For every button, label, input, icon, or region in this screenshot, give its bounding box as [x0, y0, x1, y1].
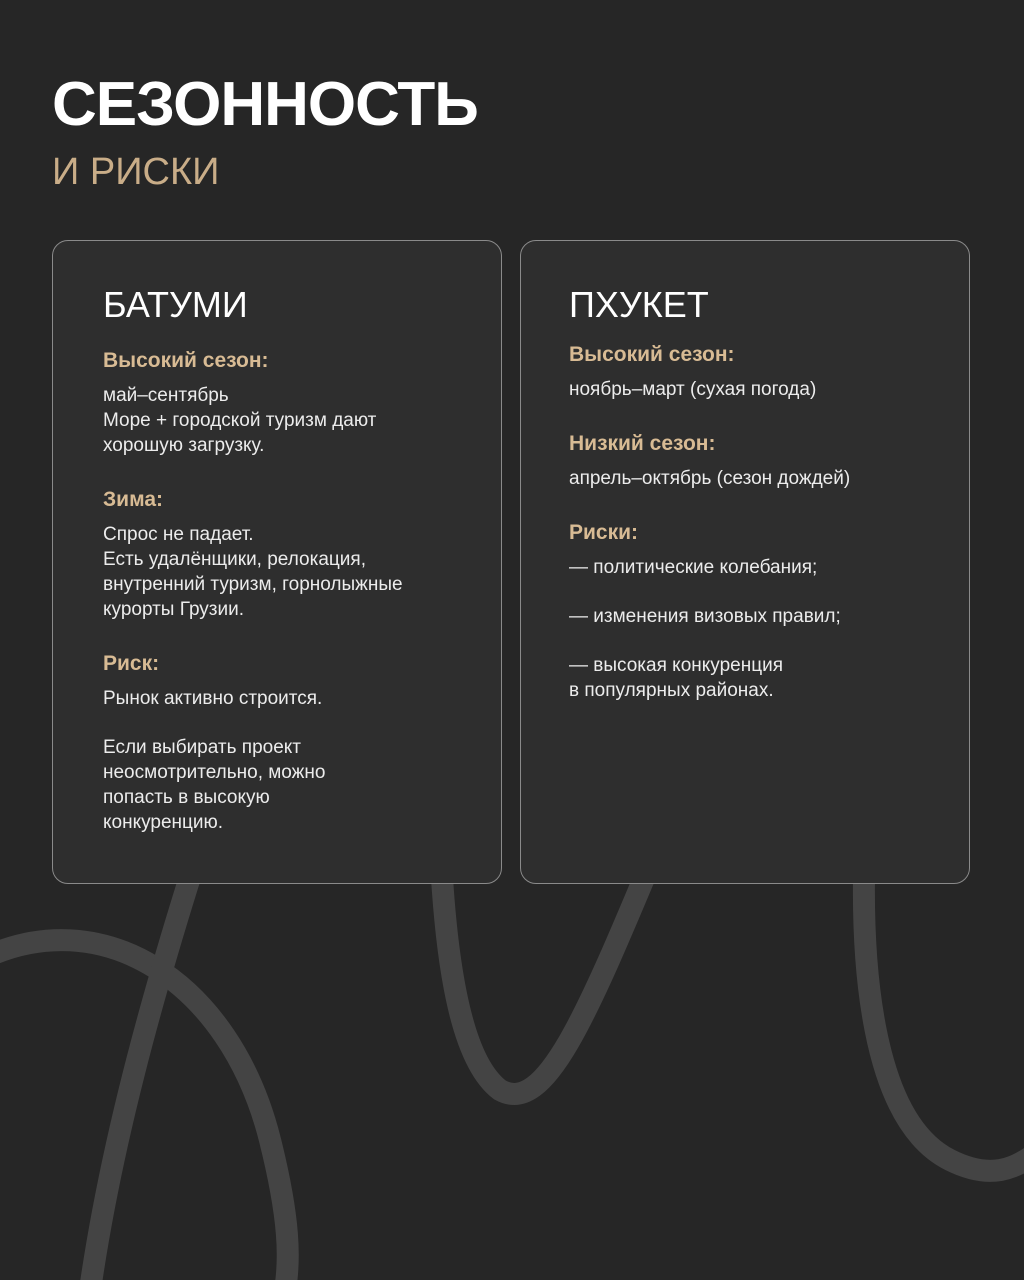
phuket-risk-item-1: — политические колебания; [569, 557, 818, 578]
phuket-risks-label: Риски: [569, 521, 639, 544]
batumi-risk-line1: Рынок активно строится. [103, 688, 323, 709]
phuket-low-season [569, 430, 921, 491]
phuket-title: ПХУКЕТ [569, 284, 709, 325]
phuket-low-season-text: апрель–октябрь (сезон дождей) [569, 468, 851, 489]
batumi-high-season-line3: хорошую загрузку. [103, 435, 265, 456]
batumi-title: БАТУМИ [103, 284, 248, 325]
header [52, 70, 478, 194]
batumi-card [52, 240, 502, 884]
phuket-low-season-label: Низкий сезон: [569, 432, 716, 455]
batumi-risk [103, 650, 451, 835]
batumi-winter-line2: Есть удалёнщики, релокация, [103, 549, 366, 570]
batumi-winter-line4: курорты Грузии. [103, 599, 245, 620]
page-subtitle: И РИСКИ [52, 151, 220, 193]
batumi-risk-line2: Если выбирать проект [103, 737, 301, 758]
batumi-high-season [103, 347, 451, 458]
batumi-risk-line5: конкуренцию. [103, 812, 224, 833]
phuket-high-season-label: Высокий сезон: [569, 343, 735, 366]
batumi-risk-spacer [103, 711, 451, 735]
phuket-risks [569, 519, 921, 703]
page-title: СЕЗОННОСТЬ [52, 70, 478, 139]
batumi-high-season-line1: май–сентябрь [103, 385, 229, 406]
batumi-winter-label: Зима: [103, 488, 163, 511]
phuket-card [520, 240, 970, 884]
phuket-risk-item-3-line2: в популярных районах. [569, 680, 774, 701]
batumi-risk-line3: неосмотрительно, можно [103, 762, 326, 783]
batumi-high-season-line2: Море + городской туризм дают [103, 410, 377, 431]
phuket-risk-item-3-line1: — высокая конкуренция [569, 655, 783, 676]
batumi-high-season-label: Высокий сезон: [103, 349, 269, 372]
batumi-risk-label: Риск: [103, 652, 160, 675]
phuket-high-season-text: ноябрь–март (сухая погода) [569, 379, 817, 400]
batumi-winter-line3: внутренний туризм, горнолыжные [103, 574, 403, 595]
batumi-risk-line4: попасть в высокую [103, 787, 270, 808]
batumi-winter [103, 486, 451, 622]
phuket-risk-item-2: — изменения визовых правил; [569, 606, 841, 627]
batumi-winter-line1: Спрос не падает. [103, 524, 254, 545]
phuket-high-season [569, 341, 921, 402]
